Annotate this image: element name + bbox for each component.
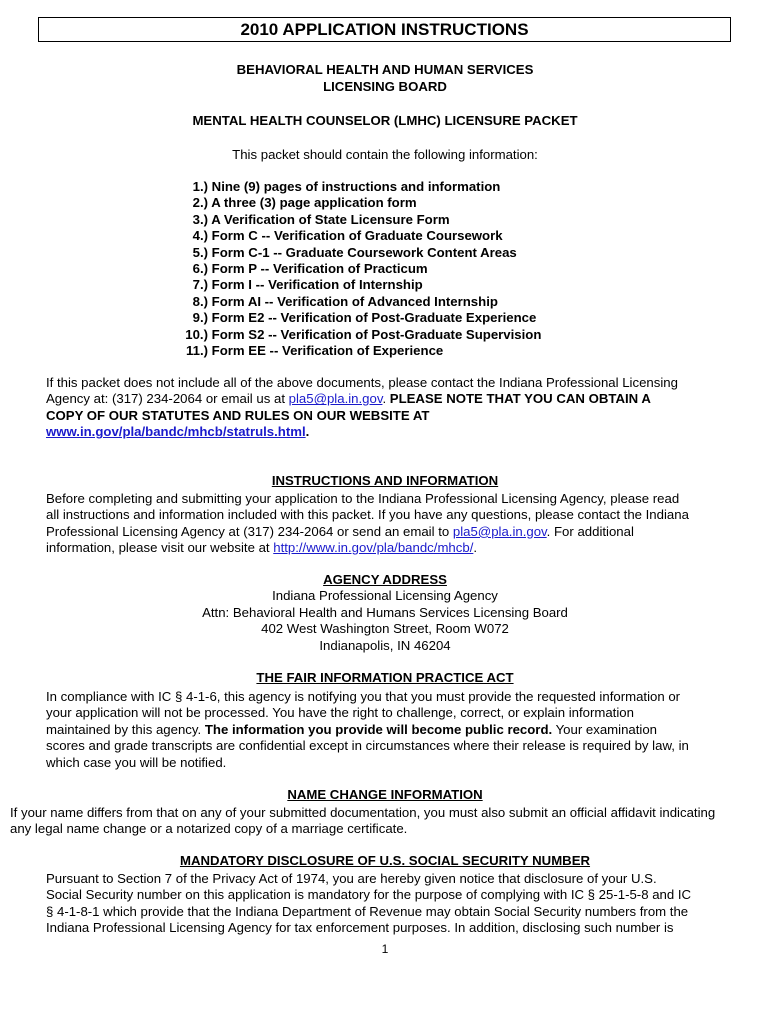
- instructions-line-1: Before completing and submitting your application to the Indiana Professional Licensing Agency, please read: [46, 491, 680, 506]
- contact-line-2-text: Agency at: (317) 234-2064 or email us at: [46, 391, 289, 407]
- contact-line-3: COPY OF OUR STATUTES AND RULES ON OUR WEBSITE AT: [46, 407, 430, 423]
- list-item-text: Form I -- Verification of Internship: [211, 277, 423, 293]
- statutes-url-link[interactable]: www.in.gov/pla/bandc/mhcb/statruls.html: [46, 424, 306, 440]
- name-change-line-2: any legal name change or a notarized copy of a marriage certificate.: [10, 821, 408, 837]
- list-item-number: 10.): [185, 326, 208, 342]
- contact-paragraph: [46, 375, 736, 441]
- address-heading: AGENCY ADDRESS: [323, 572, 447, 587]
- packet-intro: This packet should contain the following information:: [232, 147, 538, 162]
- ssn-line-2: Social Security number on this application is mandatory for the purpose of complying with IC § 25-1-5-8 and IC: [46, 887, 692, 903]
- fair-info-line-3-end: Your examination: [552, 721, 658, 737]
- list-item: [150, 277, 541, 293]
- packet-contents-list: [150, 179, 541, 359]
- list-item-text: Form S2 -- Verification of Post-Graduate Supervision: [211, 326, 542, 342]
- instructions-line-2: all instructions and information included with this packet. If you have any questions, please contact the Indiana: [46, 507, 689, 523]
- name-change-paragraph: [10, 805, 760, 838]
- list-item-text: Form E2 -- Verification of Post-Graduate Experience: [211, 310, 537, 326]
- list-item: [150, 310, 541, 326]
- address-line-1: Indiana Professional Licensing Agency: [272, 588, 498, 604]
- contact-line-4: [46, 424, 736, 440]
- instructions-line-3-text: Professional Licensing Agency at (317) 234-2064 or send an email to: [46, 523, 453, 539]
- fair-info-line-5: which case you will be notified.: [46, 754, 227, 770]
- list-item-number: 9.): [192, 310, 208, 326]
- contact-line-4-end: .: [305, 424, 310, 440]
- statutes-notice: PLEASE NOTE THAT YOU CAN OBTAIN A: [389, 391, 651, 407]
- list-item: [150, 343, 541, 359]
- ssn-line-4: Indiana Professional Licensing Agency for tax enforcement purposes. In addition, disclosing such number is: [46, 920, 674, 936]
- instructions-line-4: [46, 540, 736, 556]
- list-item: [150, 179, 541, 195]
- website-link[interactable]: http://www.in.gov/pla/bandc/mhcb/: [273, 540, 474, 556]
- address-line-4: Indianapolis, IN 46204: [319, 637, 451, 653]
- list-item-number: 2.): [192, 195, 208, 211]
- public-record-notice: The information you provide will become public record.: [204, 721, 553, 737]
- contact-line-2-sep: .: [382, 391, 390, 407]
- list-item-number: 6.): [192, 260, 208, 276]
- list-item-text: Form AI -- Verification of Advanced Internship: [211, 293, 498, 309]
- contact-email-link[interactable]: pla5@pla.in.gov: [288, 391, 383, 407]
- address-line-3: 402 West Washington Street, Room W072: [261, 621, 509, 637]
- page-title: 2010 APPLICATION INSTRUCTIONS: [38, 17, 731, 42]
- address-line-2: Attn: Behavioral Health and Humans Services Licensing Board: [202, 604, 568, 620]
- list-item-number: 7.): [192, 277, 208, 293]
- list-item-text: Form EE -- Verification of Experience: [211, 342, 444, 358]
- instructions-line-3: [46, 524, 736, 540]
- instructions-line-4-text: information, please visit our website at: [46, 540, 274, 556]
- fair-info-paragraph: [46, 689, 736, 771]
- contact-line-2: [46, 391, 736, 407]
- list-item-number: 11.): [186, 342, 208, 358]
- list-item-number: 3.): [192, 211, 208, 227]
- instructions-line-3-end: . For additional: [546, 523, 634, 539]
- ssn-line-1: Pursuant to Section 7 of the Privacy Act of 1974, you are hereby given notice that disclosure of your U.S.: [46, 871, 657, 886]
- agency-address: [0, 572, 770, 654]
- list-item: [150, 245, 541, 261]
- board-line-2: LICENSING BOARD: [323, 79, 447, 94]
- fair-info-line-1: In compliance with IC § 4-1-6, this agency is notifying you that you must provide the requested information or: [46, 689, 681, 704]
- list-item-number: 1.): [192, 179, 208, 194]
- board-line-1: BEHAVIORAL HEALTH AND HUMAN SERVICES: [236, 62, 534, 77]
- list-item-text: Form P -- Verification of Practicum: [211, 260, 428, 276]
- instructions-heading: INSTRUCTIONS AND INFORMATION: [271, 473, 499, 488]
- instructions-email-link[interactable]: pla5@pla.in.gov: [452, 523, 547, 539]
- ssn-heading: MANDATORY DISCLOSURE OF U.S. SOCIAL SECURITY NUMBER: [179, 853, 591, 868]
- name-change-line-1: If your name differs from that on any of your submitted documentation, you must also submit an official affidavit indicating: [10, 805, 716, 820]
- instructions-paragraph: [46, 491, 736, 557]
- list-item-number: 5.): [192, 244, 208, 260]
- list-item-text: A three (3) page application form: [211, 195, 417, 211]
- list-item: [150, 294, 541, 310]
- fair-info-line-3-text: maintained by this agency.: [46, 721, 205, 737]
- list-item-text: Form C -- Verification of Graduate Coursework: [211, 228, 503, 244]
- fair-info-heading: THE FAIR INFORMATION PRACTICE ACT: [256, 670, 514, 685]
- list-item: [150, 195, 541, 211]
- name-change-heading: NAME CHANGE INFORMATION: [287, 787, 483, 802]
- list-item-text: A Verification of State Licensure Form: [211, 211, 450, 227]
- instructions-line-4-end: .: [473, 540, 478, 556]
- page-number: 1: [381, 942, 389, 956]
- list-item-text: Nine (9) pages of instructions and information: [211, 179, 501, 194]
- fair-info-line-4: scores and grade transcripts are confidential except in circumstances where their release is required by law, in: [46, 738, 689, 754]
- list-item: [150, 212, 541, 228]
- list-item: [150, 261, 541, 277]
- list-item: [150, 327, 541, 343]
- list-item-number: 8.): [192, 293, 208, 309]
- contact-line-1: If this packet does not include all of the above documents, please contact the Indiana Professional Licensing: [46, 375, 678, 390]
- list-item-text: Form C-1 -- Graduate Coursework Content Areas: [211, 244, 517, 260]
- packet-title: MENTAL HEALTH COUNSELOR (LMHC) LICENSURE PACKET: [192, 113, 578, 128]
- list-item: [150, 228, 541, 244]
- list-item-number: 4.): [192, 228, 208, 244]
- fair-info-line-2: your application will not be processed. You have the right to challenge, correct, or explain information: [46, 705, 634, 721]
- ssn-paragraph: [46, 871, 736, 937]
- ssn-line-3: § 4-1-8-1 which provide that the Indiana Department of Revenue may obtain Social Security numbers from the: [46, 903, 689, 919]
- fair-info-line-3: [46, 722, 736, 738]
- board-heading: [0, 61, 770, 95]
